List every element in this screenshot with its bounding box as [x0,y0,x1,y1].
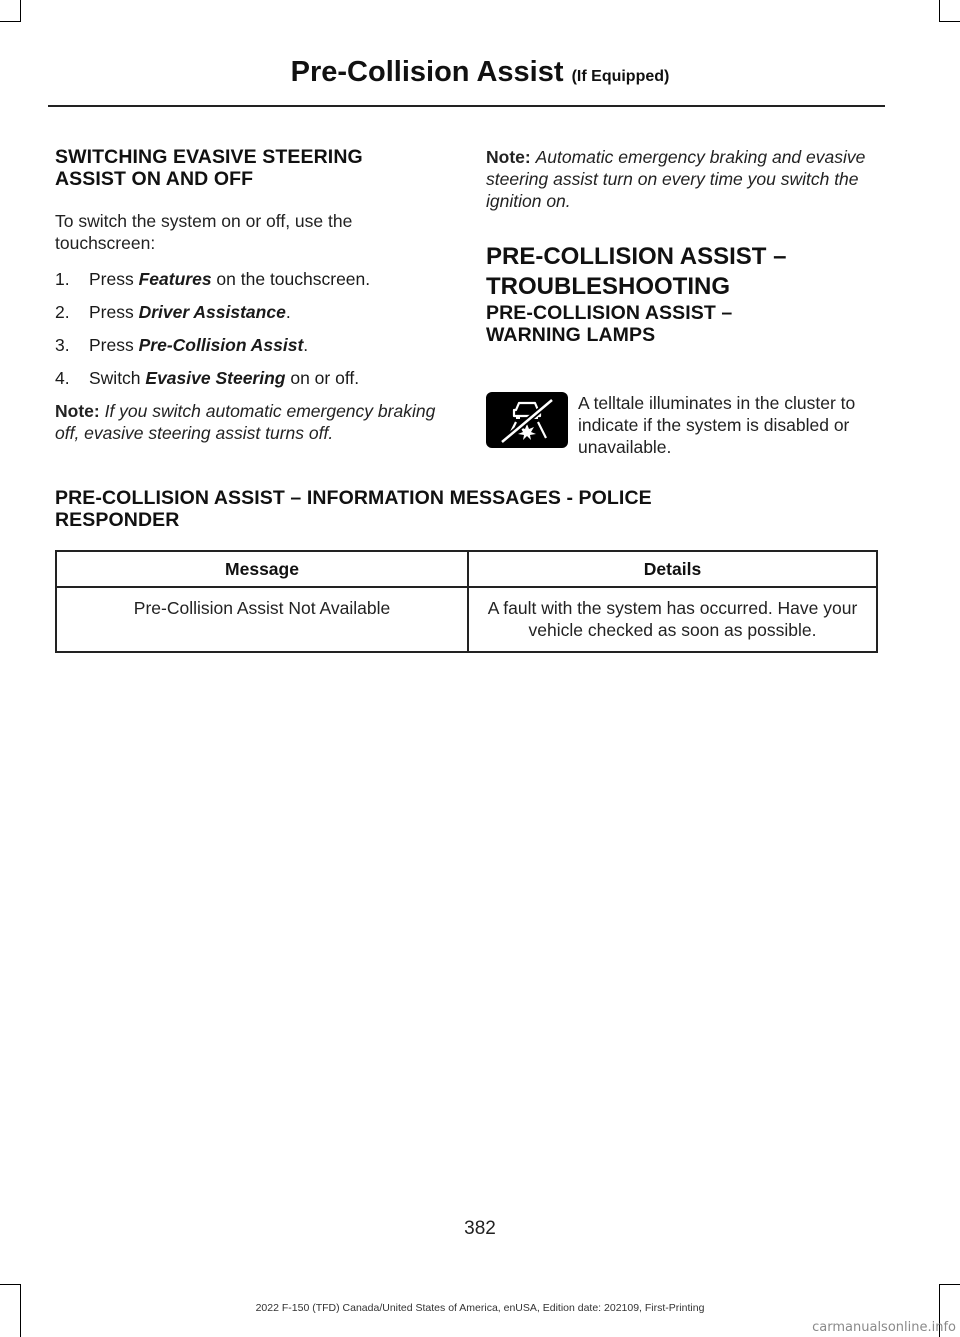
step-number: 4. [55,368,70,388]
page-number: 382 [464,1218,496,1239]
list-item [55,268,448,290]
heading-line: PRE-COLLISION ASSIST – INFORMATION MESSAGES - POLICE [55,487,652,509]
messages-table [55,550,878,653]
table-row [56,587,877,652]
note-evasive-steering [55,400,448,444]
page-title-subtitle: (If Equipped) [571,68,670,85]
page-title-text: Pre-Collision Assist [290,56,564,88]
pre-collision-off-icon [486,392,568,448]
heading-line: RESPONDER [55,509,180,531]
table-header-row [56,551,877,587]
heading-line: TROUBLESHOOTING [486,273,730,300]
page-title [0,56,960,89]
step-text: Press [89,302,139,322]
step-menu-label: Evasive Steering [145,368,286,388]
crop-mark [939,21,960,22]
warning-lamp-text: A telltale illuminates in the cluster to indicate if the system is disabled or unavailable. [578,393,856,457]
details-cell: A fault with the system has occurred. Have your vehicle checked as soon as possible. [468,587,877,652]
note-label: Note: [486,147,531,167]
list-item [55,367,448,389]
step-menu-label: Pre-Collision Assist [138,335,304,355]
step-number: 1. [55,269,70,289]
crop-mark [939,0,940,22]
note-label: Note: [55,401,100,421]
heading-line: PRE-COLLISION ASSIST – [486,302,733,324]
watermark: carmanualsonline.info [812,1320,956,1335]
crop-mark [0,1284,21,1285]
heading-line: PRE-COLLISION ASSIST – [486,243,787,270]
note-ignition [486,146,886,212]
warning-lamps-heading [486,302,886,346]
information-messages-heading [55,487,885,531]
step-number: 3. [55,335,70,355]
step-text: . [285,302,291,322]
edition-footer: 2022 F-150 (TFD) Canada/United States of America, enUSA, Edition date: 202109, First-Printing [255,1302,705,1314]
list-item [55,301,448,323]
intro-paragraph: To switch the system on or off, use the touchscreen: [55,211,353,253]
left-column [55,146,448,444]
heading-line: SWITCHING EVASIVE STEERING [55,146,363,168]
step-text: Press [89,269,139,289]
message-cell: Pre-Collision Assist Not Available [56,587,468,652]
step-menu-label: Features [138,269,212,289]
note-text: If you switch automatic emergency braking off, evasive steering assist turns off. [55,401,436,443]
step-text: Press [89,335,139,355]
column-header-details: Details [468,551,877,587]
crop-mark [0,21,21,22]
crop-mark [939,1284,960,1285]
step-text: on or off. [285,368,360,388]
crop-mark [20,0,21,22]
step-text: Switch [89,368,146,388]
note-text: Automatic emergency braking and evasive steering assist turn on every time you switch the ignition on. [486,147,866,211]
steps-list [55,268,448,389]
step-text: . [303,335,309,355]
step-number: 2. [55,302,70,322]
list-item [55,334,448,356]
header-divider [48,105,885,107]
step-text: on the touchscreen. [211,269,371,289]
column-header-message: Message [56,551,468,587]
section-heading-evasive-steering [55,146,448,190]
heading-line: WARNING LAMPS [486,324,656,346]
troubleshooting-heading [486,242,886,302]
step-menu-label: Driver Assistance [138,302,286,322]
right-column [486,146,886,346]
heading-line: ASSIST ON AND OFF [55,168,254,190]
